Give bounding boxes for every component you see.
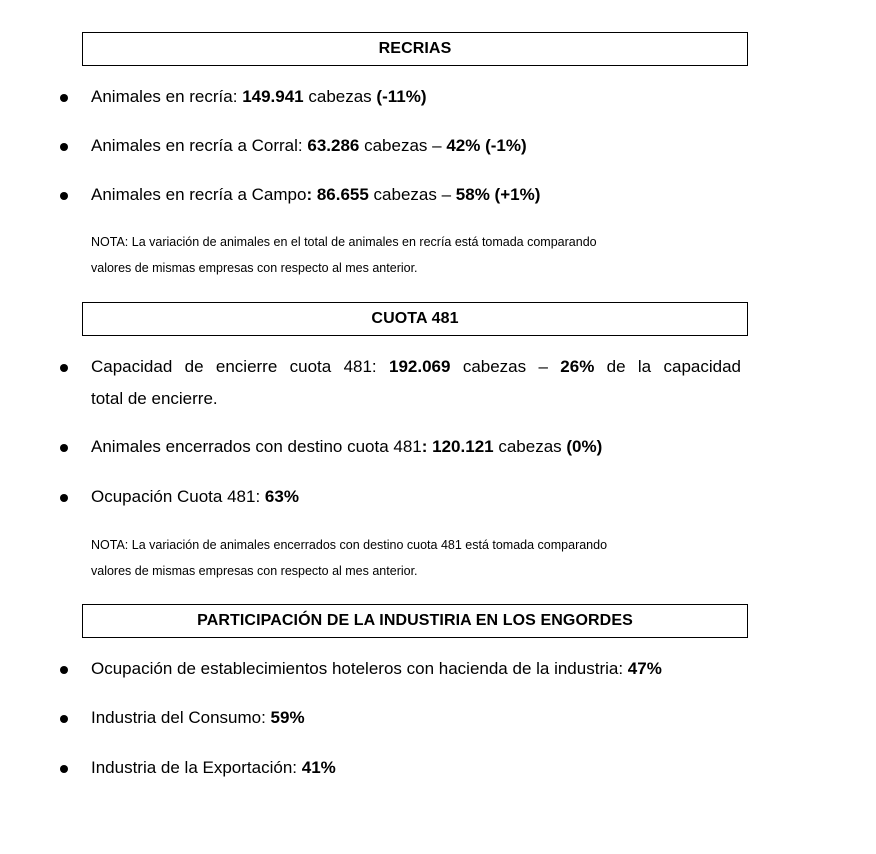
item-unit: cabezas – <box>359 136 447 155</box>
list-item-recria-total <box>91 81 426 113</box>
item-value: 47% <box>627 659 662 678</box>
bullet <box>60 666 68 674</box>
note-line: valores de mismas empresas con respecto al mes anterior. <box>91 564 418 578</box>
bullet <box>60 143 68 151</box>
bullet <box>60 364 68 372</box>
note-line: NOTA: La variación de animales encerrados con destino cuota 481 está tomada comparando <box>91 538 608 552</box>
item-value: 59% <box>270 708 305 727</box>
item-label: Industria del Consumo: <box>91 708 271 727</box>
item-value: 149.941 <box>242 87 304 106</box>
item-unit: cabezas – <box>368 185 456 204</box>
item-line <box>91 351 741 383</box>
section-title-cuota-481: CUOTA 481 <box>82 302 748 336</box>
item-label: Ocupación de establecimientos hoteleros con hacienda de la industria: <box>91 659 628 678</box>
note-line: valores de mismas empresas con respecto al mes anterior. <box>91 261 418 275</box>
section-title-recrias: RECRIAS <box>82 32 748 66</box>
note-line: NOTA: La variación de animales en el total de animales en recría está tomada comparando <box>91 235 597 249</box>
item-label: Animales en recría: <box>91 87 243 106</box>
list-item-ocupacion-hoteleros <box>91 653 662 685</box>
item-label: Industria de la Exportación: <box>91 758 302 777</box>
item-label: Animales encerrados con destino cuota 481 <box>91 437 422 456</box>
list-item-recria-corral <box>91 130 527 162</box>
item-change: 58% (+1%) <box>455 185 541 204</box>
item-text: de la capacidad <box>594 357 741 376</box>
item-unit: cabezas – <box>450 357 561 376</box>
item-unit: cabezas <box>493 437 567 456</box>
item-percent: 26% <box>560 357 595 376</box>
note-cuota-481 <box>91 532 731 584</box>
list-item-ocupacion-cuota <box>91 481 299 513</box>
bullet <box>60 192 68 200</box>
list-item-animales-encerrados <box>91 431 602 463</box>
bullet <box>60 94 68 102</box>
item-line: total de encierre. <box>91 389 218 408</box>
item-unit: cabezas <box>303 87 377 106</box>
item-change: (-11%) <box>376 87 427 106</box>
item-value: : 86.655 <box>306 185 369 204</box>
bullet <box>60 715 68 723</box>
list-item-capacidad-encierre <box>91 351 741 415</box>
item-change: 42% (-1%) <box>446 136 527 155</box>
item-value: 41% <box>301 758 336 777</box>
list-item-recria-campo <box>91 179 540 211</box>
bullet <box>60 444 68 452</box>
item-label: Ocupación Cuota 481: <box>91 487 265 506</box>
item-change: (0%) <box>566 437 603 456</box>
bullet <box>60 494 68 502</box>
item-label: Animales en recría a Corral: <box>91 136 308 155</box>
item-value: : 120.121 <box>421 437 494 456</box>
section-title-participacion: PARTICIPACIÓN DE LA INDUSTIRIA EN LOS ENGORDES <box>82 604 748 638</box>
note-recrias <box>91 229 731 281</box>
list-item-industria-consumo <box>91 702 305 734</box>
list-item-industria-exportacion <box>91 752 336 784</box>
item-label: Capacidad de encierre cuota 481: <box>91 357 390 376</box>
item-value: 63% <box>264 487 299 506</box>
item-value: 63.286 <box>307 136 360 155</box>
bullet <box>60 765 68 773</box>
item-label: Animales en recría a Campo <box>91 185 307 204</box>
item-value: 192.069 <box>389 357 451 376</box>
